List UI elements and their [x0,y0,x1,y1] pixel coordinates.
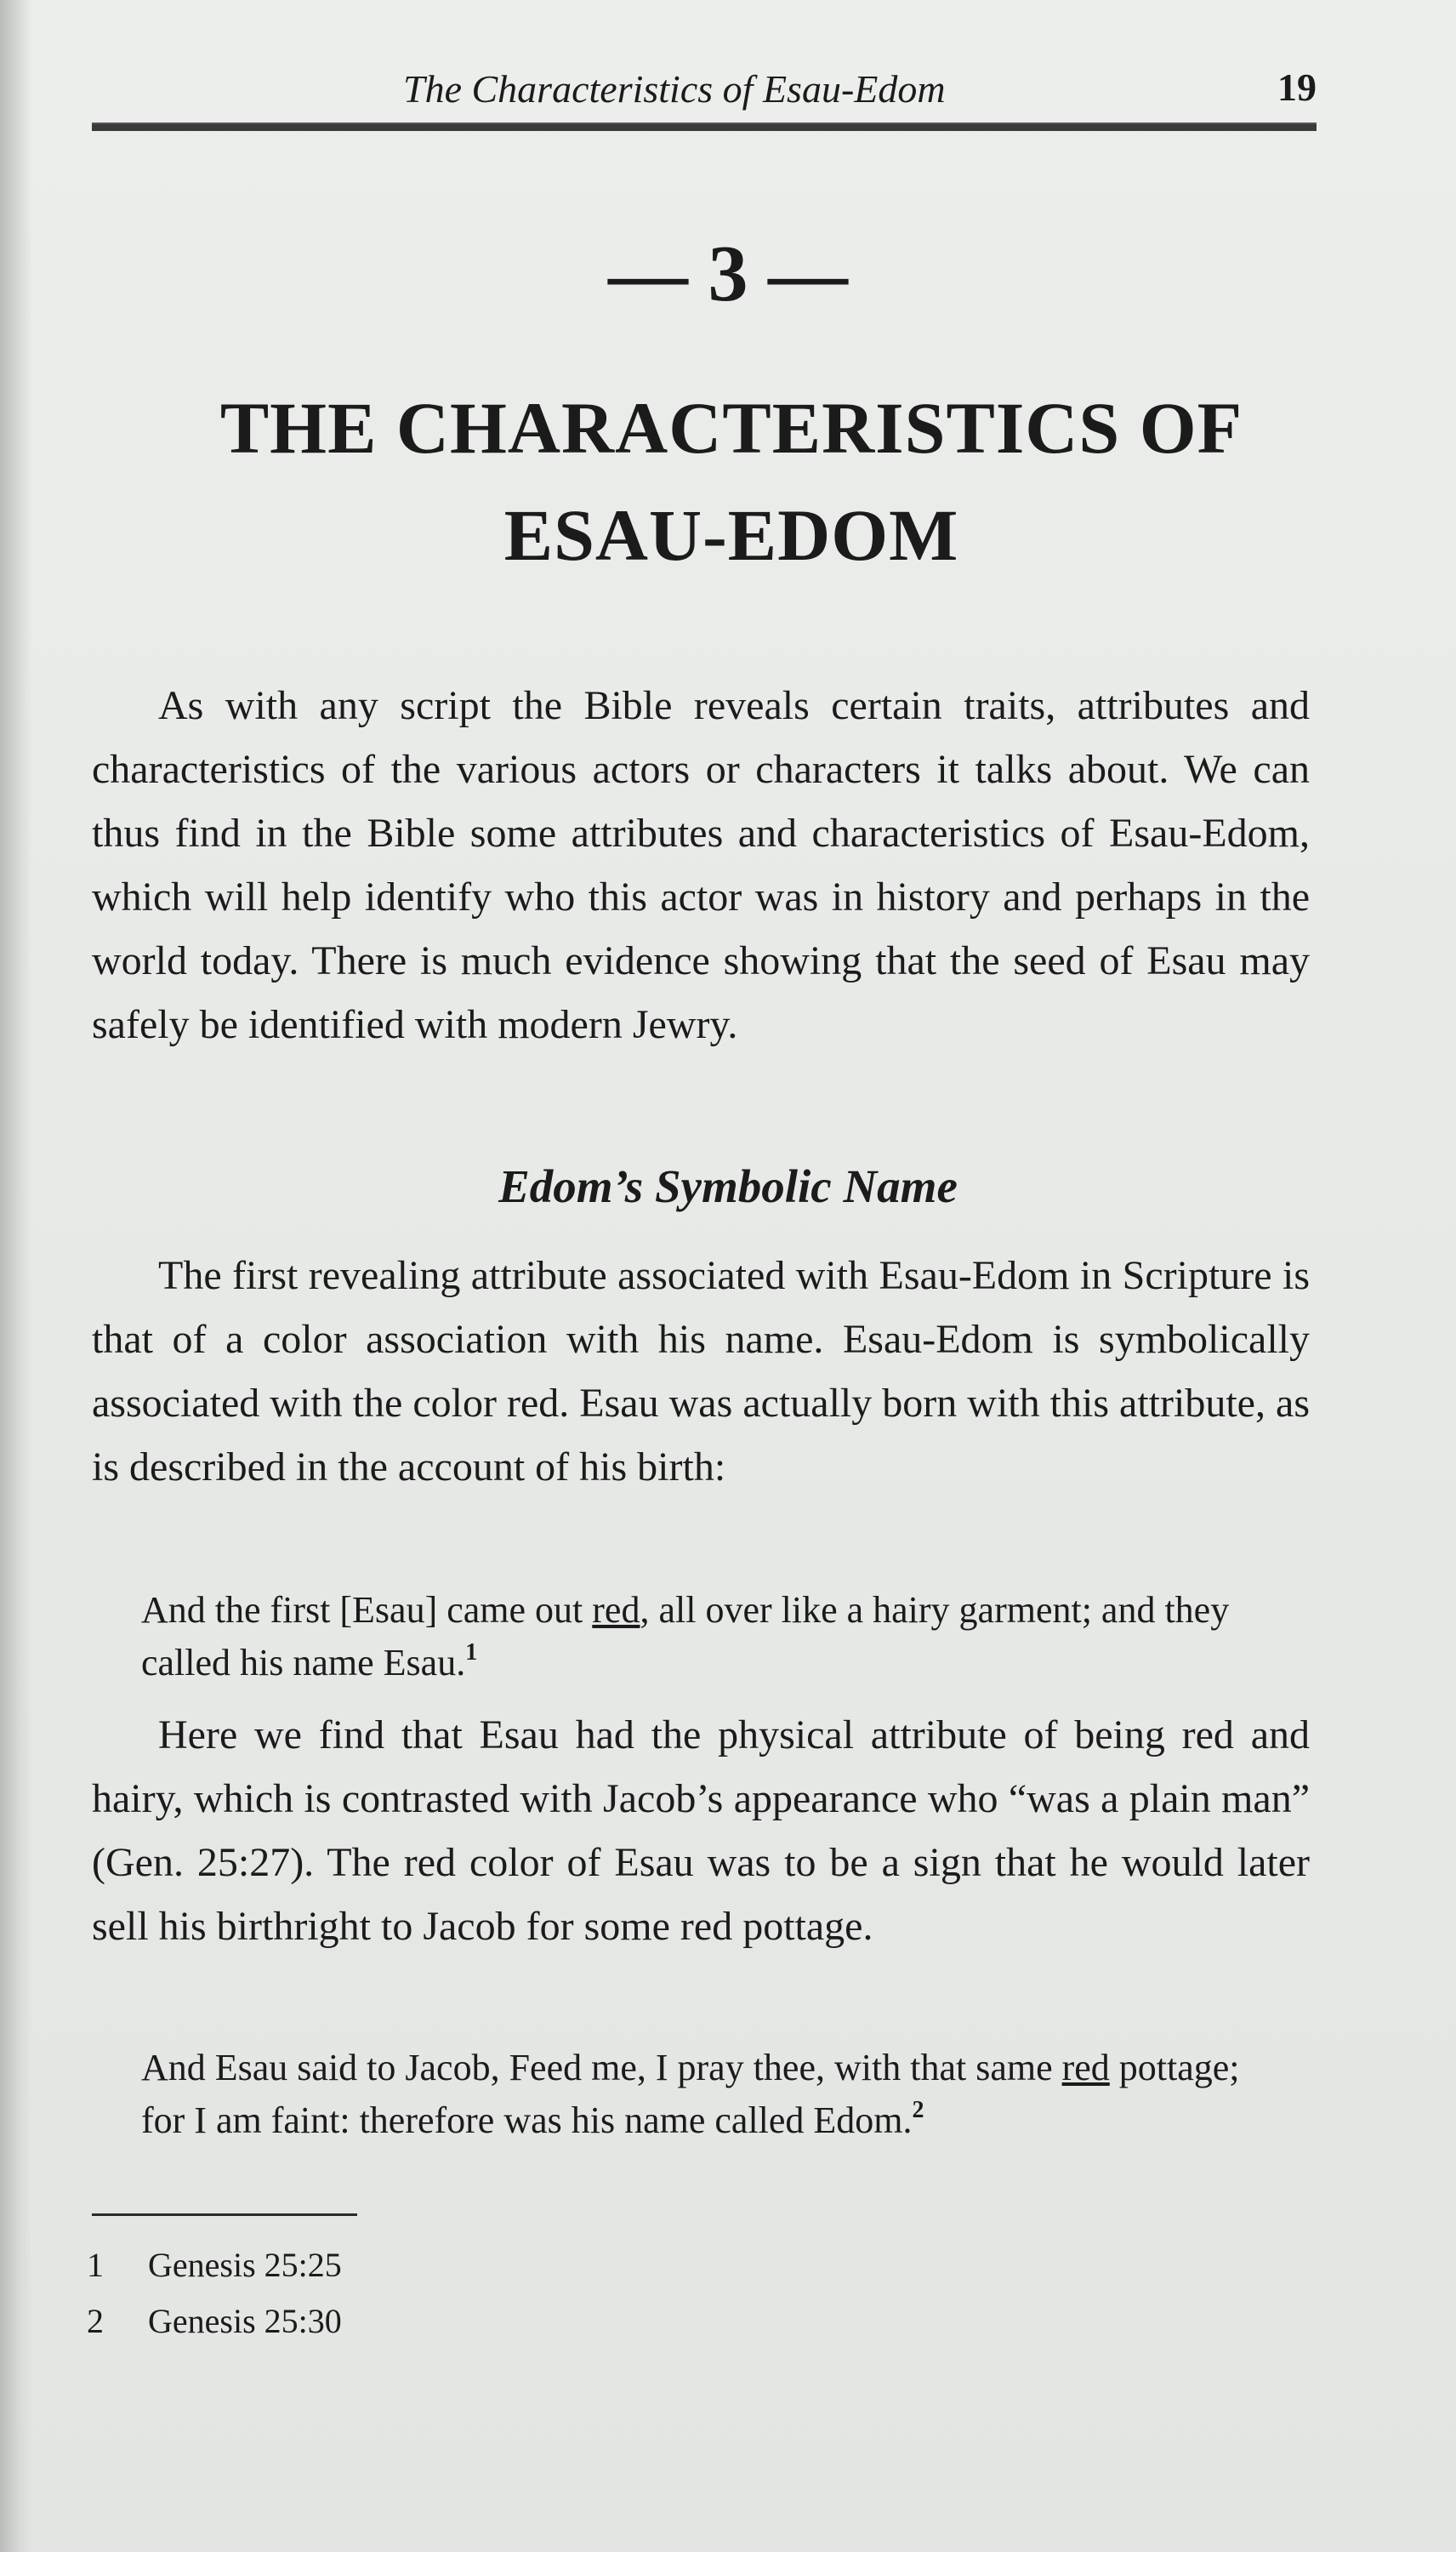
quote-2-text-before: And Esau said to Jacob, Feed me, I pray thee, with that same [141,2047,1062,2088]
footnote-ref-1[interactable]: 1 [465,1639,478,1666]
quote-1-text-after: , all over like a hairy garment; and they called his name Esau. [141,1589,1230,1683]
footnote-ref-2[interactable]: 2 [912,2097,924,2123]
quote-1-text-before: And the first [Esau] came out [141,1589,593,1631]
quote-2-text-after: pottage; for I am faint: therefore was his name called Edom. [141,2047,1240,2141]
footnotes [85,2237,765,2350]
header-rule [92,122,1317,131]
footnote-text: Genesis 25:30 [148,2302,342,2340]
footnote-1 [85,2237,765,2293]
running-title: The Characteristics of Esau-Edom [403,67,946,111]
quote-2-underlined-word: red [1061,2047,1110,2088]
section-paragraph-1: The first revealing attribute associated with Esau-Edom in Scripture is that of a color association with his name. Esau-Edom is symbolically associated with the color red. Esau was actually born with this attribute, as is described in the account of his birth: [92,1253,1310,1490]
footnote-rule [92,2213,357,2216]
block-quote-1 [141,1584,1272,1689]
block-quote-2 [141,2042,1272,2147]
page-number: 19 [1277,66,1317,109]
footnote-number: 1 [87,2246,104,2284]
quote-1-underlined-word: red [592,1589,640,1631]
chapter-title [128,374,1335,589]
chapter-number: — 3 — [608,230,848,318]
section-body-2 [92,1703,1310,1958]
footnote-number: 2 [87,2302,104,2340]
chapter-title-line-1: THE CHARACTERISTICS OF [219,387,1243,469]
page-gutter-shadow [0,0,32,2552]
running-header [92,61,1317,121]
chapter-title-line-2: ESAU-EDOM [503,494,959,576]
footnote-text: Genesis 25:25 [148,2246,342,2284]
footnote-2 [85,2293,765,2350]
section-body-1 [92,1244,1310,1499]
intro-paragraph: As with any script the Bible reveals certain traits, attributes and characteristics of the various actors or characters it talks about. We can thus find in the Bible some attributes and characteristics of Esau-Edom, which will help identify who this actor was in history and perhaps in the world today. There is much evidence showing that the seed of Esau may safely be identified with modern Jewry. [92,683,1310,1047]
intro-section [92,674,1310,1057]
section-heading: Edom’s Symbolic Name [498,1160,958,1212]
section-paragraph-2: Here we find that Esau had the physical attribute of being red and hairy, which is contrasted with Jacob’s appearance who “was a plain man” (Gen. 25:27). The red color of Esau was to be a sign that he would later sell his birthright to Jacob for some red pottage. [92,1712,1310,1949]
